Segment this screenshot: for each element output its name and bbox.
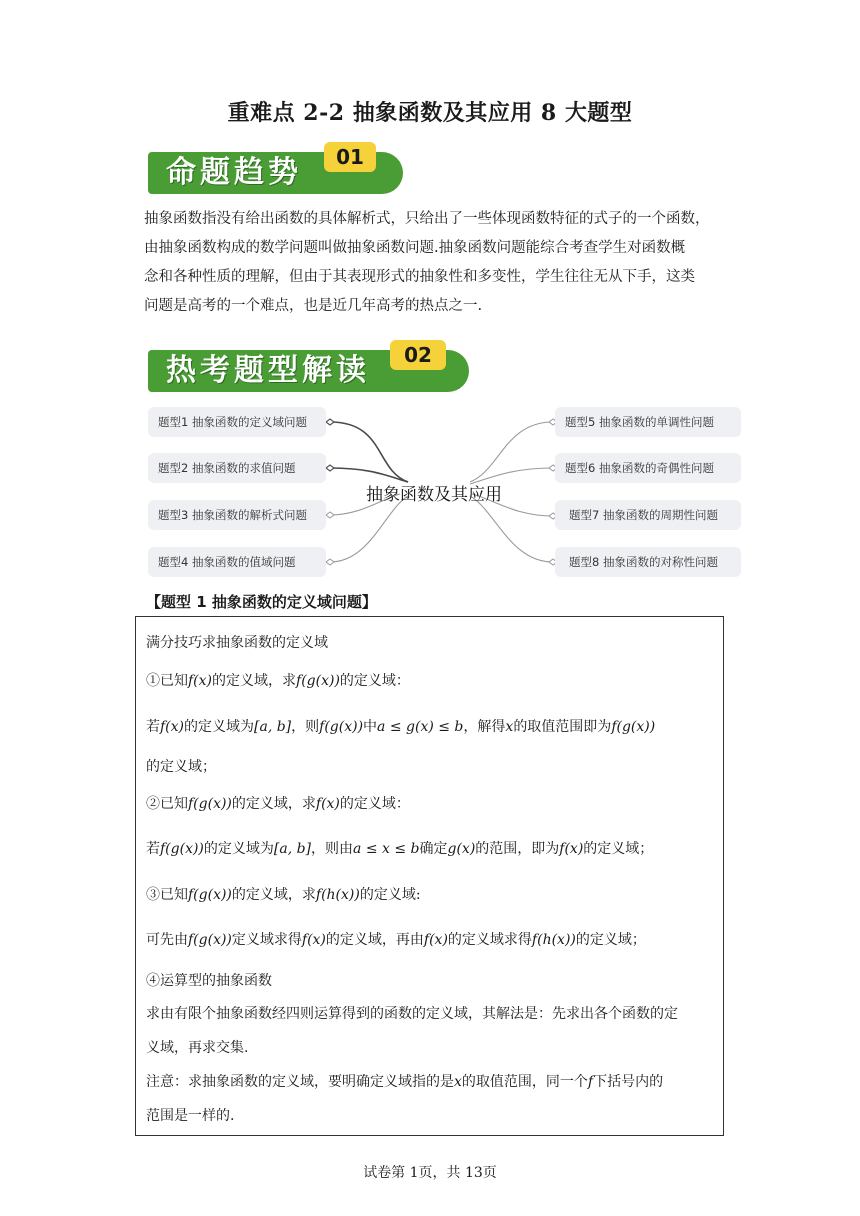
banner-hot-types bbox=[148, 343, 473, 392]
tips-line-5: 若f(g(x))的定义域为[a, b]，则由a ≤ x ≤ b确定g(x)的范围，即为f(x)的定义域； bbox=[146, 841, 654, 857]
math-fgx: f(g(x)) bbox=[188, 887, 232, 903]
mindmap-center: 抽象函数及其应用 bbox=[366, 485, 502, 505]
banner-trend-number: 01 bbox=[324, 142, 376, 172]
math-fx: f(x) bbox=[423, 932, 448, 948]
math-fx: f(x) bbox=[315, 796, 340, 812]
math-fgx: f(g(x)) bbox=[188, 932, 232, 948]
banner-hot-types-label: 热考题型解读 bbox=[148, 350, 469, 392]
math-interval: [a, b] bbox=[254, 719, 292, 735]
page-title: 重难点 2-2 抽象函数及其应用 8 大题型 bbox=[227, 100, 633, 126]
mindmap-node-type2: 题型2 抽象函数的求值问题 bbox=[148, 453, 326, 483]
mindmap-node-type3: 题型3 抽象函数的解析式问题 bbox=[148, 500, 326, 530]
math-fgx: f(g(x)) bbox=[188, 796, 232, 812]
tips-line-6: ③已知f(g(x))的定义域，求f(h(x))的定义域: bbox=[146, 887, 421, 903]
page-footer: 试卷第 1页，共 13页 bbox=[363, 1165, 497, 1181]
banner-hot-types-number: 02 bbox=[390, 340, 446, 370]
mindmap-node-type4: 题型4 抽象函数的值域问题 bbox=[148, 547, 326, 577]
math-fgx: f(g(x)) bbox=[611, 719, 656, 735]
math-fx: f(x) bbox=[559, 841, 584, 857]
mindmap-node-type8: 题型8 抽象函数的对称性问题 bbox=[555, 547, 741, 577]
mindmap-node-type6: 题型6 抽象函数的奇偶性问题 bbox=[555, 453, 741, 483]
math-fx: f(x) bbox=[160, 719, 185, 735]
mindmap-node-type1: 题型1 抽象函数的定义域问题 bbox=[148, 407, 326, 437]
mindmap-node-type7: 题型7 抽象函数的周期性问题 bbox=[555, 500, 741, 530]
tips-line-8: ④运算型的抽象函数 bbox=[146, 973, 272, 989]
math-fx: f(x) bbox=[188, 673, 213, 689]
math-fgx: f(g(x)) bbox=[319, 719, 364, 735]
math-f: f bbox=[587, 1074, 594, 1090]
tips-line-1: ①已知f(x)的定义域，求f(g(x))的定义域： bbox=[146, 673, 410, 689]
intro-line: 由抽象函数构成的数学问题叫做抽象函数问题.抽象函数问题能综合考查学生对函数概 bbox=[144, 240, 686, 256]
tips-line-4: ②已知f(g(x))的定义域，求f(x)的定义域： bbox=[146, 796, 410, 812]
tips-line-3: 的定义域； bbox=[146, 759, 216, 775]
math-fx: f(x) bbox=[301, 932, 326, 948]
tips-line-12: 范围是一样的. bbox=[146, 1108, 235, 1124]
tips-line-2: 若f(x)的定义域为[a, b]，则f(g(x))中a ≤ g(x) ≤ b，解得x的取值范围即为f(g(x)) bbox=[146, 719, 656, 735]
intro-line: 抽象函数指没有给出函数的具体解析式，只给出了一些体现函数特征的式子的一个函数， bbox=[144, 211, 710, 227]
intro-line: 问题是高考的一个难点，也是近几年高考的热点之一. bbox=[144, 298, 483, 314]
section-heading: 【题型 1 抽象函数的定义域问题】 bbox=[146, 593, 377, 611]
intro-line: 念和各种性质的理解，但由于其表现形式的抽象性和多变性，学生往往无从下手，这类 bbox=[144, 269, 695, 285]
tips-box bbox=[135, 616, 724, 1136]
math-fgx: f(g(x)) bbox=[296, 673, 340, 689]
tips-line-9: 求由有限个抽象函数经四则运算得到的函数的定义域，其解法是：先求出各个函数的定 bbox=[146, 1006, 678, 1022]
math-inequality: a ≤ x ≤ b bbox=[353, 841, 420, 857]
math-fhx: f(h(x)) bbox=[531, 932, 576, 948]
math-interval: [a, b] bbox=[273, 841, 312, 857]
math-x: x bbox=[454, 1074, 462, 1090]
math-fgx: f(g(x)) bbox=[160, 841, 204, 857]
math-gx: g(x) bbox=[447, 841, 476, 857]
tips-line-11: 注意：求抽象函数的定义域，要明确定义域指的是x的取值范围，同一个f下括号内的 bbox=[146, 1074, 664, 1090]
mindmap-node-type5: 题型5 抽象函数的单调性问题 bbox=[555, 407, 741, 437]
banner-trend bbox=[148, 145, 403, 194]
intro-paragraph bbox=[144, 205, 724, 321]
tips-line-10: 义域，再求交集. bbox=[146, 1040, 249, 1056]
tips-heading: 满分技巧求抽象函数的定义域 bbox=[146, 635, 328, 651]
tips-line-7: 可先由f(g(x))定义域求得f(x)的定义域，再由f(x)的定义域求得f(h(x))的定义域； bbox=[146, 932, 646, 948]
math-inequality: a ≤ g(x) ≤ b bbox=[377, 719, 464, 735]
math-fhx: f(h(x)) bbox=[315, 887, 360, 903]
banner-trend-label: 命题趋势 bbox=[148, 152, 403, 194]
math-x: x bbox=[505, 719, 514, 735]
